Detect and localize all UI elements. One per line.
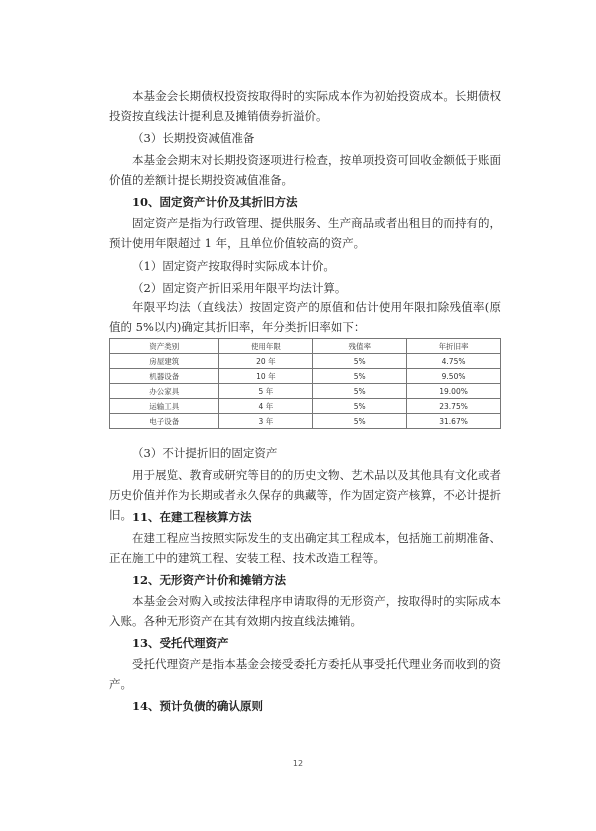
table-cell: 19.00% <box>407 384 501 399</box>
subheading-impairment: （3）长期投资减值准备 <box>132 131 255 145</box>
table-cell: 9.50% <box>407 369 501 384</box>
column-header: 使用年限 <box>219 339 313 354</box>
table-cell: 5% <box>313 384 407 399</box>
table-cell: 5% <box>313 369 407 384</box>
column-header: 年折旧率 <box>407 339 501 354</box>
table-cell: 20 年 <box>219 354 313 369</box>
section-heading-12: 12、无形资产计价和摊销方法 <box>132 573 287 587</box>
paragraph-no-depreciation: 用于展览、教育或研究等目的的历史文物、艺术品以及其他具有文化或者历史价值并作为长期或者永久保存的典藏等，作为固定资产核算，不必计提折旧。 <box>109 468 501 522</box>
list-item-3: （3）不计提折旧的固定资产 <box>132 446 278 460</box>
table-cell: 机器设备 <box>110 369 219 384</box>
paragraph-impairment: 本基金会期末对长期投资逐项进行检查，按单项投资可回收金额低于账面价值的差额计提长期投资减值准备。 <box>109 153 501 187</box>
paragraph-fixed-assets: 固定资产是指为行政管理、提供服务、生产商品或者出租目的而持有的，预计使用年限超过 1 年，且单位价值较高的资产。 <box>109 216 501 250</box>
paragraph-intangible: 本基金会对购入或按法律程序申请取得的无形资产，按取得时的实际成本入账。各种无形资产在其有效期内按直线法摊销。 <box>109 594 501 628</box>
table-cell: 4.75% <box>407 354 501 369</box>
table-cell: 4 年 <box>219 399 313 414</box>
column-header: 残值率 <box>313 339 407 354</box>
table-row <box>110 354 501 369</box>
table-cell: 运输工具 <box>110 399 219 414</box>
table-cell: 电子设备 <box>110 414 219 429</box>
section-heading-14: 14、预计负债的确认原则 <box>132 699 264 713</box>
table-cell: 23.75% <box>407 399 501 414</box>
table-row <box>110 384 501 399</box>
paragraph-long-term-debt: 本基金会长期债权投资按取得时的实际成本作为初始投资成本。长期债权投资按直线法计提利息及摊销债券折溢价。 <box>109 89 501 123</box>
table-cell: 5% <box>313 414 407 429</box>
list-item-2: （2）固定资产折旧采用年限平均法计算。 <box>132 281 347 295</box>
table-cell: 5 年 <box>219 384 313 399</box>
list-item-1: （1）固定资产按取得时实际成本计价。 <box>132 259 335 273</box>
table-cell: 3 年 <box>219 414 313 429</box>
table-cell: 10 年 <box>219 369 313 384</box>
table-cell: 31.67% <box>407 414 501 429</box>
table-cell: 房屋建筑 <box>110 354 219 369</box>
column-header: 资产类别 <box>110 339 219 354</box>
table-row <box>110 414 501 429</box>
table-cell: 5% <box>313 354 407 369</box>
section-heading-10: 10、固定资产计价及其折旧方法 <box>132 195 298 209</box>
table-cell: 办公家具 <box>110 384 219 399</box>
paragraph-trust-assets: 受托代理资产是指本基金会接受委托方委托从事受托代理业务而收到的资产。 <box>109 657 501 691</box>
table-cell: 5% <box>313 399 407 414</box>
depreciation-table <box>109 338 501 429</box>
page-number: 12 <box>292 759 304 768</box>
table-row <box>110 399 501 414</box>
paragraph-straight-line: 年限平均法（直线法）按固定资产的原值和估计使用年限扣除残值率(原值的 5%以内)确定其折旧率，年分类折旧率如下： <box>109 300 501 334</box>
table-header-row <box>110 339 501 354</box>
section-heading-11: 11、在建工程核算方法 <box>132 510 252 524</box>
paragraph-construction: 在建工程应当按照实际发生的支出确定其工程成本，包括施工前期准备、正在施工中的建筑工程、安装工程、技术改造工程等。 <box>109 531 501 565</box>
table-row <box>110 369 501 384</box>
section-heading-13: 13、受托代理资产 <box>132 636 229 650</box>
